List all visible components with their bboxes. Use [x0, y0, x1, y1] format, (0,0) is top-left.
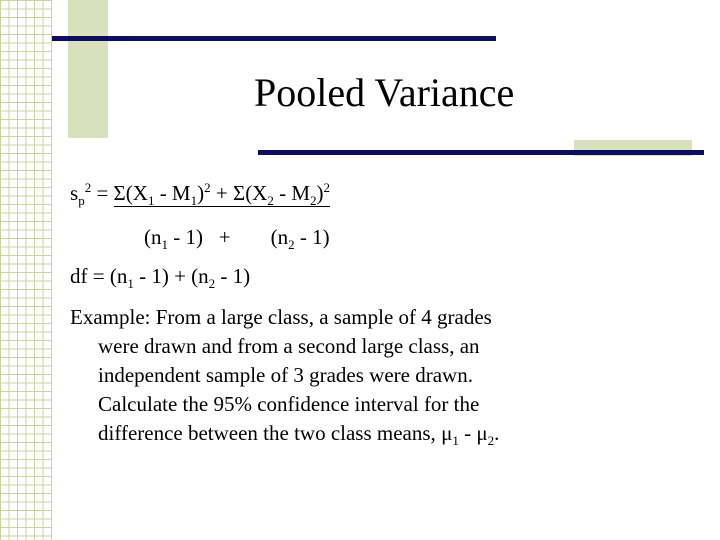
degrees-of-freedom-formula: [70, 263, 250, 292]
sub-2: 2: [310, 193, 317, 208]
df-mid: - 1) + (n: [133, 264, 209, 288]
example-line-5: [70, 419, 670, 450]
title-rule-top: [52, 36, 496, 41]
sub-1: 1: [161, 237, 168, 252]
sup-2: 2: [204, 180, 211, 195]
df-tail: - 1): [215, 264, 251, 288]
formula-sub-p: p: [78, 193, 85, 208]
formula-sup-2: 2: [84, 180, 92, 195]
formula-denominator: [144, 224, 330, 253]
example-line-2: were drawn and from a second large class, an: [98, 334, 480, 358]
sub-2: 2: [288, 237, 295, 252]
mu-separator: -: [458, 421, 477, 445]
sigma-symbol: Σ: [232, 181, 246, 205]
title-rule-bottom: [258, 150, 704, 155]
sub-2: 2: [487, 433, 495, 448]
numerator-x1: (X: [125, 181, 148, 205]
denom-tail-2: - 1): [294, 225, 330, 249]
sub-2: 2: [267, 193, 274, 208]
example-line-3: independent sample of 3 grades were drawn.: [98, 363, 473, 387]
numerator-minus-m2: - M: [273, 181, 311, 205]
paren-close: ): [197, 181, 205, 205]
numerator-minus-m1: - M: [154, 181, 191, 205]
sub-1: 1: [147, 193, 155, 208]
sub-1: 1: [452, 433, 459, 448]
denom-n2: (n: [270, 225, 289, 249]
sigma-symbol: Σ: [113, 181, 126, 205]
sub-1: 1: [127, 276, 134, 291]
pooled-variance-formula: [70, 180, 330, 209]
plus: +: [210, 181, 233, 205]
numerator-x2: (X: [245, 181, 268, 205]
mu-symbol: μ: [476, 421, 488, 445]
formula-s: s: [70, 181, 79, 205]
denom-n1: (n: [144, 225, 162, 249]
example-line-1: Example: From a large class, a sample of 4 grades: [70, 305, 492, 329]
example-paragraph: [70, 303, 670, 450]
sub-2: 2: [208, 276, 216, 291]
grid-pattern-decoration: [0, 0, 52, 540]
slide-title: Pooled Variance: [254, 70, 515, 115]
example-line-5-text: difference between the two class means,: [98, 421, 442, 445]
denom-tail-1: - 1) +: [168, 225, 231, 249]
formula-numerator: [114, 181, 331, 207]
sub-1: 1: [190, 193, 198, 208]
formula-equals: =: [91, 181, 114, 205]
accent-block-top: [68, 0, 108, 138]
period: .: [494, 421, 500, 445]
df-prefix: df = (n: [70, 264, 128, 288]
paren-close: ): [316, 181, 324, 205]
mu-symbol: μ: [441, 421, 453, 445]
sup-2: 2: [323, 180, 331, 195]
example-line-4: Calculate the 95% confidence interval for the: [98, 392, 480, 416]
